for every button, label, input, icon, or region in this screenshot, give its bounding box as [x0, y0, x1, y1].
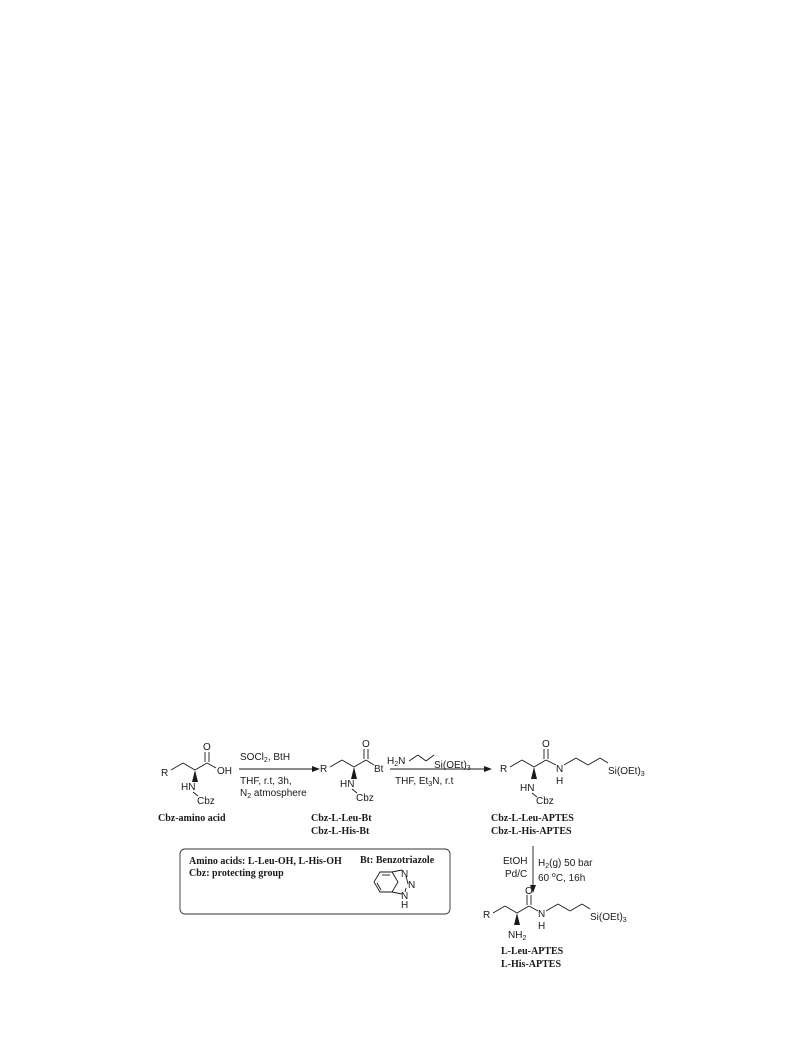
step2-conditions: THF, $Et_3N$, r.t: [395, 776, 454, 788]
atom-o: O: [203, 742, 211, 753]
atom-cbz: Cbz: [356, 793, 374, 804]
aptes-structure: [483, 886, 627, 942]
atom-h: H: [401, 900, 409, 911]
reaction-arrow-1: [239, 752, 320, 800]
compound-label-aptes-2: Cbz-L-His-APTES: [491, 826, 572, 837]
step2-amine-si: $Si(OEt)_3$: [434, 760, 471, 772]
cbz-bt-structure: [320, 739, 384, 804]
legend-cbz: Cbz: protecting group: [189, 868, 284, 879]
atom-hn: HN: [181, 782, 196, 793]
reaction-arrow-3: [503, 846, 593, 893]
benzotriazole-structure: [374, 869, 415, 911]
atom-n: N: [401, 869, 409, 880]
atom-cbz: Cbz: [536, 796, 554, 807]
atom-cbz: Cbz: [197, 796, 215, 807]
step2-amine-h2n: $H_2N$: [387, 756, 406, 768]
step3-temperature: 60 $^o$C, 16h: [538, 872, 586, 884]
legend-box: [180, 849, 450, 914]
atom-hn: HN: [520, 783, 535, 794]
atom-nh2: $NH_2$: [508, 930, 527, 942]
legend-bt: Bt: Benzotriazole: [360, 855, 435, 866]
atom-r: R: [500, 764, 508, 775]
compound-label-aptes-1: Cbz-L-Leu-APTES: [491, 813, 574, 824]
step3-solvent: EtOH: [503, 856, 528, 867]
atom-r: R: [483, 910, 491, 921]
atom-n: N: [401, 891, 409, 902]
atom-n: N: [538, 909, 546, 920]
atom-n: N: [556, 764, 564, 775]
step3-pressure: $H_2(g)$ 50 bar: [538, 858, 593, 870]
step1-reagent: SOCl$_2$, BtH: [240, 752, 291, 764]
cbz-aptes-structure: [500, 739, 645, 807]
atom-si: $Si(OEt)_3$: [590, 912, 627, 924]
atom-o: O: [362, 739, 370, 750]
compound-label-final-1: L-Leu-APTES: [501, 946, 564, 957]
step3-catalyst: Pd/C: [505, 869, 528, 880]
step1-conditions-line2: $N_2$ atmosphere: [240, 788, 307, 800]
atom-o: O: [542, 739, 550, 750]
atom-o: O: [525, 886, 533, 897]
atom-r: R: [161, 768, 169, 779]
atom-h: H: [556, 776, 564, 787]
legend-amino-acids: Amino acids: L-Leu-OH, L-His-OH: [189, 856, 342, 867]
compound-label-start: Cbz-amino acid: [158, 813, 226, 824]
compound-label-final-2: L-His-APTES: [501, 959, 562, 970]
atom-r: R: [320, 764, 328, 775]
atom-si: $Si(OEt)_3$: [608, 766, 645, 778]
atom-hn: HN: [340, 779, 355, 790]
cbz-amino-acid-structure: [161, 742, 232, 807]
compound-label-bt-1: Cbz-L-Leu-Bt: [311, 813, 372, 824]
reaction-arrow-2: [387, 755, 492, 788]
atom-h: H: [538, 921, 546, 932]
compound-label-bt-2: Cbz-L-His-Bt: [311, 826, 370, 837]
atom-oh: OH: [217, 766, 232, 777]
atom-n: N: [408, 880, 416, 891]
step1-conditions-line1: THF, r.t, 3h,: [240, 776, 292, 787]
atom-bt: Bt: [374, 764, 384, 775]
